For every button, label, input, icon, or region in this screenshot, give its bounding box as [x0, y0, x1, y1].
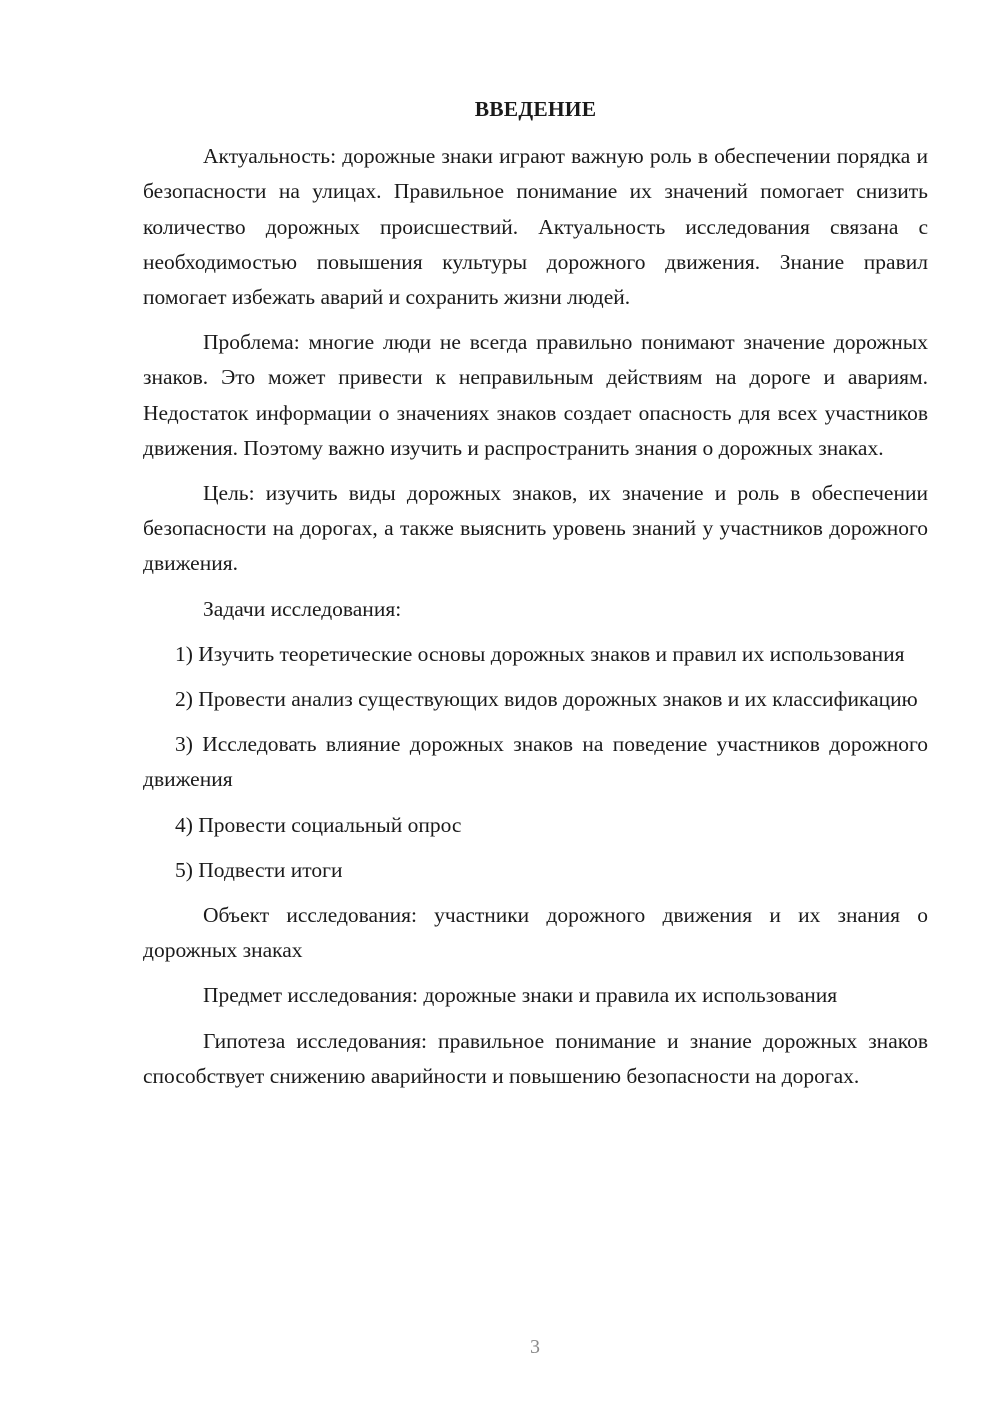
object-paragraph: Объект исследования: участники дорожного движения и их знания о дорожных знаках — [143, 903, 928, 963]
hypothesis-paragraph: Гипотеза исследования: правильное понимание и знание дорожных знаков способствует снижению аварийности и повышению безопасности на дорогах. — [143, 1028, 928, 1088]
task-item: 2) Провести анализ существующих видов дорожных знаков и их классификацию — [175, 687, 918, 712]
task-item: 5) Подвести итоги — [175, 857, 343, 882]
page-number: 3 — [530, 1336, 540, 1358]
goal-paragraph: Цель: изучить виды дорожных знаков, их значение и роль в обеспечении безопасности на дорогах, а также выяснить уровень знаний у участников дорожного движения. — [143, 481, 928, 576]
document-page — [143, 92, 928, 1104]
tasks-heading: Задачи исследования: — [203, 596, 402, 621]
section-title: ВВЕДЕНИЕ — [474, 97, 597, 121]
task-item: 3) Исследовать влияние дорожных знаков на поведение участников дорожного движения — [143, 732, 928, 792]
problem-paragraph: Проблема: многие люди не всегда правильно понимают значение дорожных знаков. Это может привести к неправильным действиям на дороге и авариям. Недостаток информации о значениях знаков создает опасность для всех участников движения. Поэтому важно изучить и распространить знания о дорожных знаках. — [143, 330, 928, 460]
task-item: 1) Изучить теоретические основы дорожных знаков и правил их использования — [175, 641, 905, 666]
subject-paragraph: Предмет исследования: дорожные знаки и правила их использования — [203, 983, 838, 1008]
task-item: 4) Провести социальный опрос — [175, 812, 462, 837]
relevance-paragraph: Актуальность: дорожные знаки играют важную роль в обеспечении порядка и безопасности на улицах. Правильное понимание их значений помогает снизить количество дорожных происшествий. Актуальность исследования связана с необходимостью повышения культуры дорожного движения. Знание правил помогает избежать аварий и сохранить жизни людей. — [143, 144, 928, 310]
